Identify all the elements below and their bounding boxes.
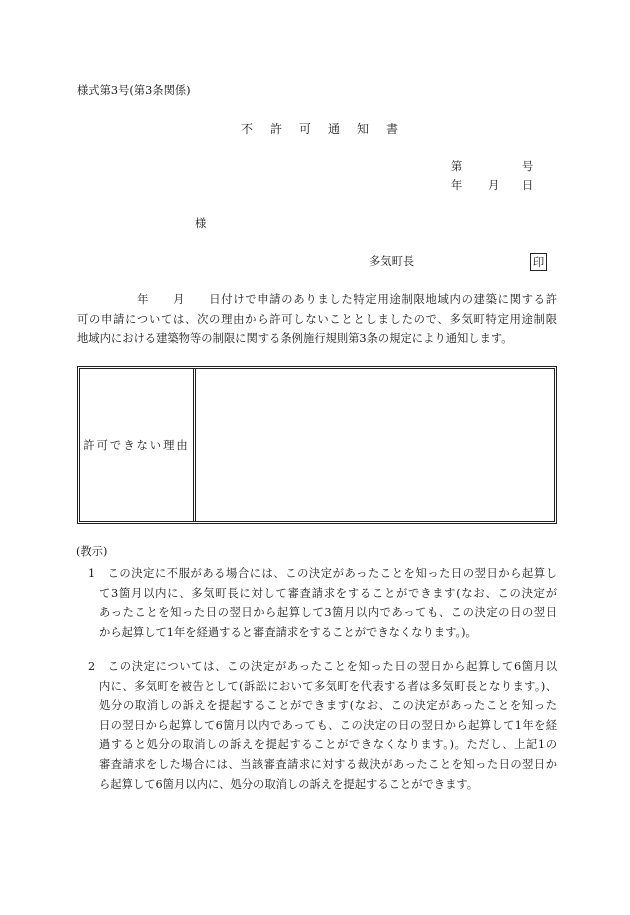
- notice-body: [77, 290, 557, 349]
- seal-stamp-box: 印: [530, 253, 547, 271]
- reason-label: 許可できない理由: [83, 439, 190, 452]
- reference-date-month: 月: [488, 179, 500, 192]
- reference-number-prefix: 第: [451, 160, 463, 173]
- instruction-line: 審査請求をした場合には、当該審査請求に対する裁決があったことを知った日の翌日か: [99, 757, 557, 771]
- instruction-line: ら起算して6箇月以内に、処分の取消しの訴えを提起することができます。: [99, 777, 479, 791]
- instruction-item-1: [88, 564, 557, 642]
- instruction-item-2: [88, 657, 557, 794]
- document-title: 不許可通知書: [241, 122, 416, 136]
- reason-label-cell: [80, 369, 196, 521]
- instruction-line: あったことを知った日の翌日から起算して3箇月以内であっても、この決定の日の翌日: [99, 606, 557, 620]
- reference-date-day: 日: [522, 179, 534, 192]
- instruction-line: 2 この決定については、この決定があったことを知った日の翌日から起算して6箇月以: [88, 660, 557, 673]
- form-number: 様式第3号(第3条関係): [77, 84, 191, 97]
- reason-table: [77, 366, 557, 524]
- instruction-line: 1 この決定に不服がある場合には、この決定があったことを知った日の翌日から起算し: [88, 567, 557, 580]
- instruction-line: から起算して1年を経過すると審査請求をすることができなくなります。)。: [99, 625, 477, 639]
- recipient-honorific: 様: [195, 217, 207, 230]
- instruction-line: 日の翌日から起算して6箇月以内であっても、この決定の日の翌日から起算して1年を経: [99, 718, 557, 732]
- instruction-line: て3箇月以内に、多気町長に対して審査請求をすることができます(なお、この決定が: [99, 586, 557, 600]
- reason-content-cell: [196, 369, 554, 521]
- body-line: 年 月 日付けで申請のありました特定用途制限地域内の建築に関する許: [77, 293, 557, 306]
- reference-date-year: 年: [451, 179, 463, 192]
- instructions-heading: (教示): [76, 545, 108, 558]
- instruction-line: 内に、多気町を被告として(訴訟において多気町を代表する者は多気町長となります。)、: [99, 679, 557, 693]
- instruction-line: 処分の取消しの訴えを提起することができます(なお、この決定があったことを知った: [99, 699, 557, 713]
- instruction-line: 過すると処分の取消しの訴えを提起することができなくなります。)。ただし、上記1の: [99, 738, 557, 752]
- body-line: 地域内における建築物等の制限に関する条例施行規則第3条の規定により通知します。: [77, 332, 513, 346]
- reference-number-suffix: 号: [522, 160, 534, 173]
- issuer-name: 多気町長: [369, 255, 415, 268]
- body-line: 可の申請については、次の理由から許可しないこととしましたので、多気町特定用途制限: [77, 312, 557, 326]
